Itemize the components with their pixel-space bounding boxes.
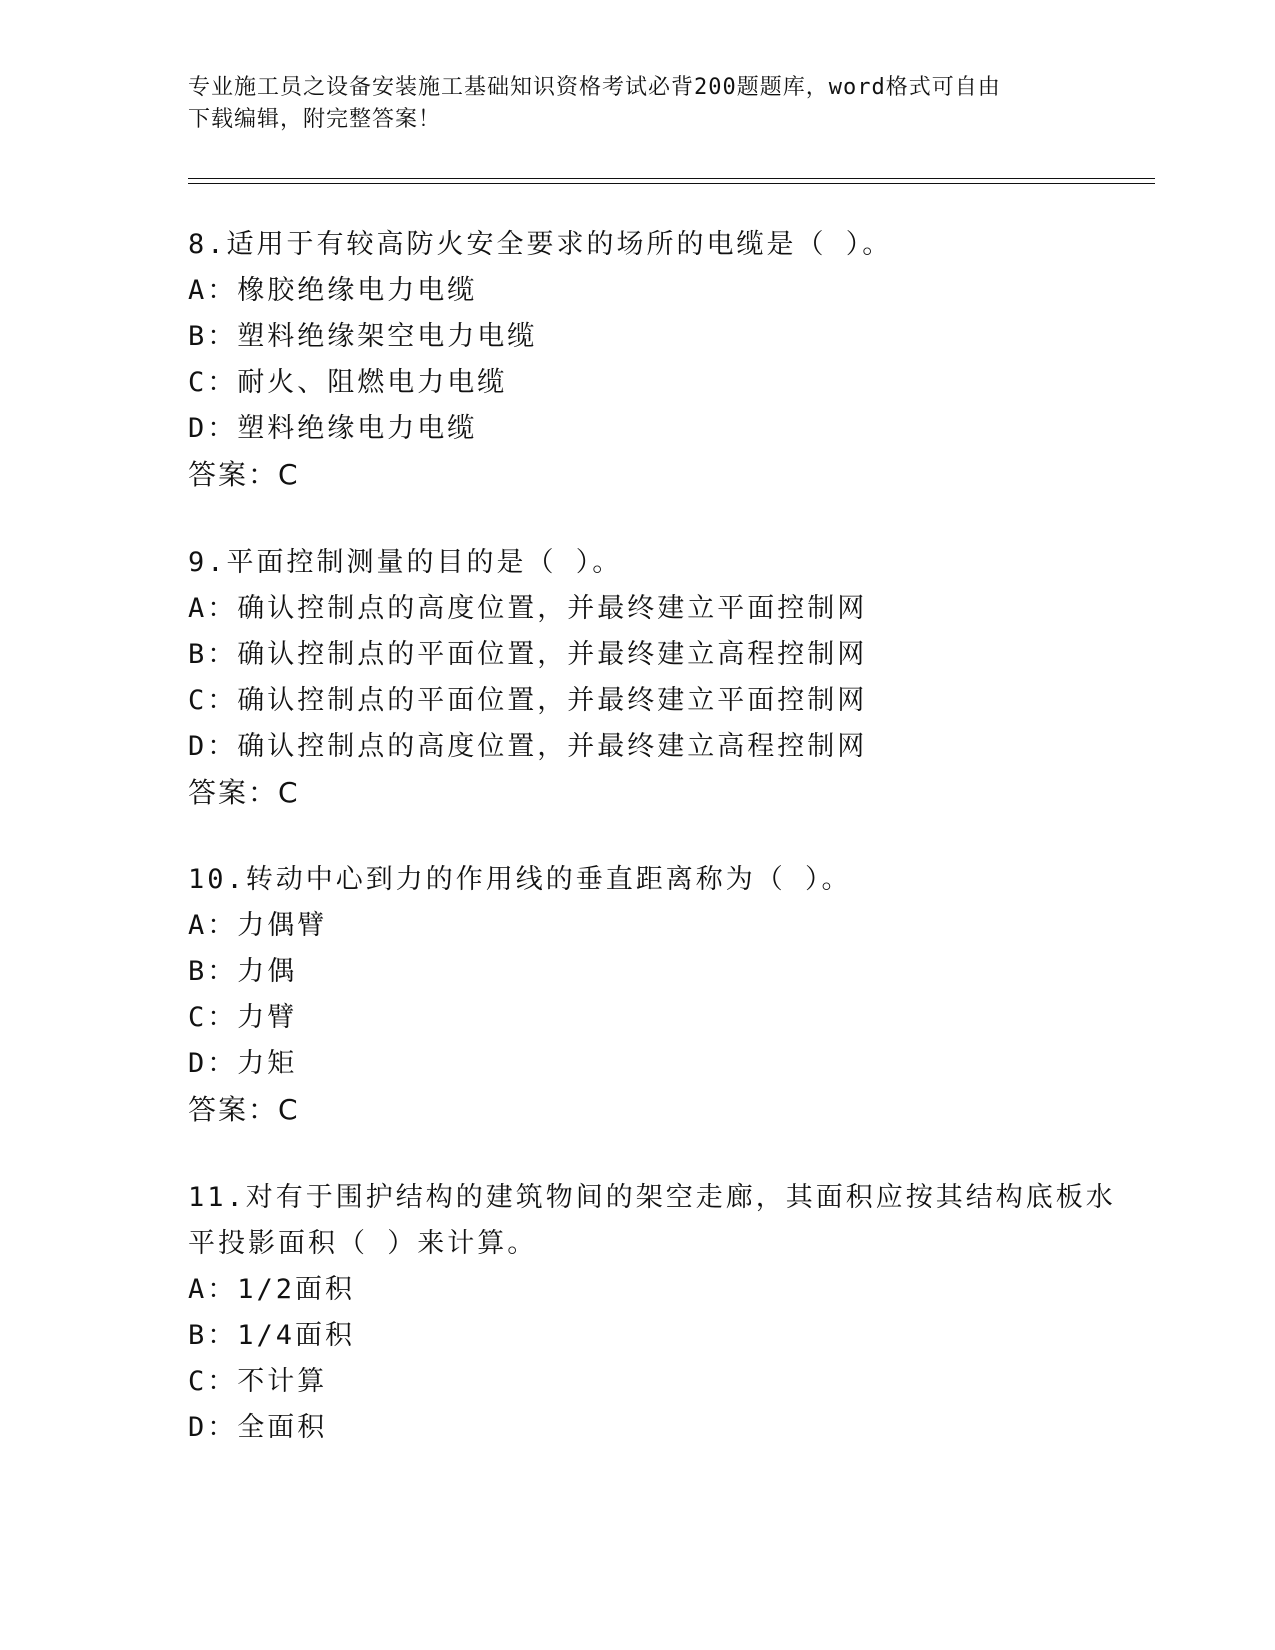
question-10 — [188, 857, 1088, 1133]
option-a: A：确认控制点的高度位置，并最终建立平面控制网 — [188, 593, 868, 624]
question-11 — [188, 1175, 1116, 1451]
question-8 — [188, 222, 1088, 498]
header-title-line-2: 下载编辑，附完整答案！ — [188, 107, 442, 132]
option-d: D：力矩 — [188, 1048, 298, 1079]
header-title-line-1: 专业施工员之设备安装施工基础知识资格考试必背200题题库，word格式可自由 — [188, 75, 1001, 100]
option-d: D：全面积 — [188, 1412, 328, 1443]
option-a: A：力偶臂 — [188, 910, 328, 941]
option-d: D：塑料绝缘电力电缆 — [188, 413, 478, 444]
answer-line: 答案：C — [188, 776, 300, 809]
answer-line: 答案：C — [188, 458, 300, 491]
header-divider-top — [188, 178, 1155, 179]
option-d: D：确认控制点的高度位置，并最终建立高程控制网 — [188, 731, 868, 762]
option-a: A：橡胶绝缘电力电缆 — [188, 275, 478, 306]
question-stem: 8.适用于有较高防火安全要求的场所的电缆是（ ）。 — [188, 229, 893, 260]
option-b: B：塑料绝缘架空电力电缆 — [188, 321, 538, 352]
option-a: A：1/2面积 — [188, 1274, 356, 1305]
question-stem: 10.转动中心到力的作用线的垂直距离称为（ ）。 — [188, 864, 852, 895]
question-stem-line-2: 平投影面积（ ）来计算。 — [188, 1228, 538, 1259]
option-b: B：确认控制点的平面位置，并最终建立高程控制网 — [188, 639, 868, 670]
option-b: B：1/4面积 — [188, 1320, 356, 1351]
option-c: C：确认控制点的平面位置，并最终建立平面控制网 — [188, 685, 868, 716]
option-c: C：力臂 — [188, 1002, 298, 1033]
answer-line: 答案：C — [188, 1093, 300, 1126]
document-header — [188, 72, 1068, 136]
header-divider-bottom — [188, 183, 1155, 184]
option-c: C：耐火、阻燃电力电缆 — [188, 367, 508, 398]
question-stem: 9.平面控制测量的目的是（ ）。 — [188, 547, 623, 578]
question-9 — [188, 540, 1088, 816]
option-b: B：力偶 — [188, 956, 298, 987]
question-stem-line-1: 11.对有于围护结构的建筑物间的架空走廊，其面积应按其结构底板水 — [188, 1182, 1116, 1213]
option-c: C：不计算 — [188, 1366, 328, 1397]
